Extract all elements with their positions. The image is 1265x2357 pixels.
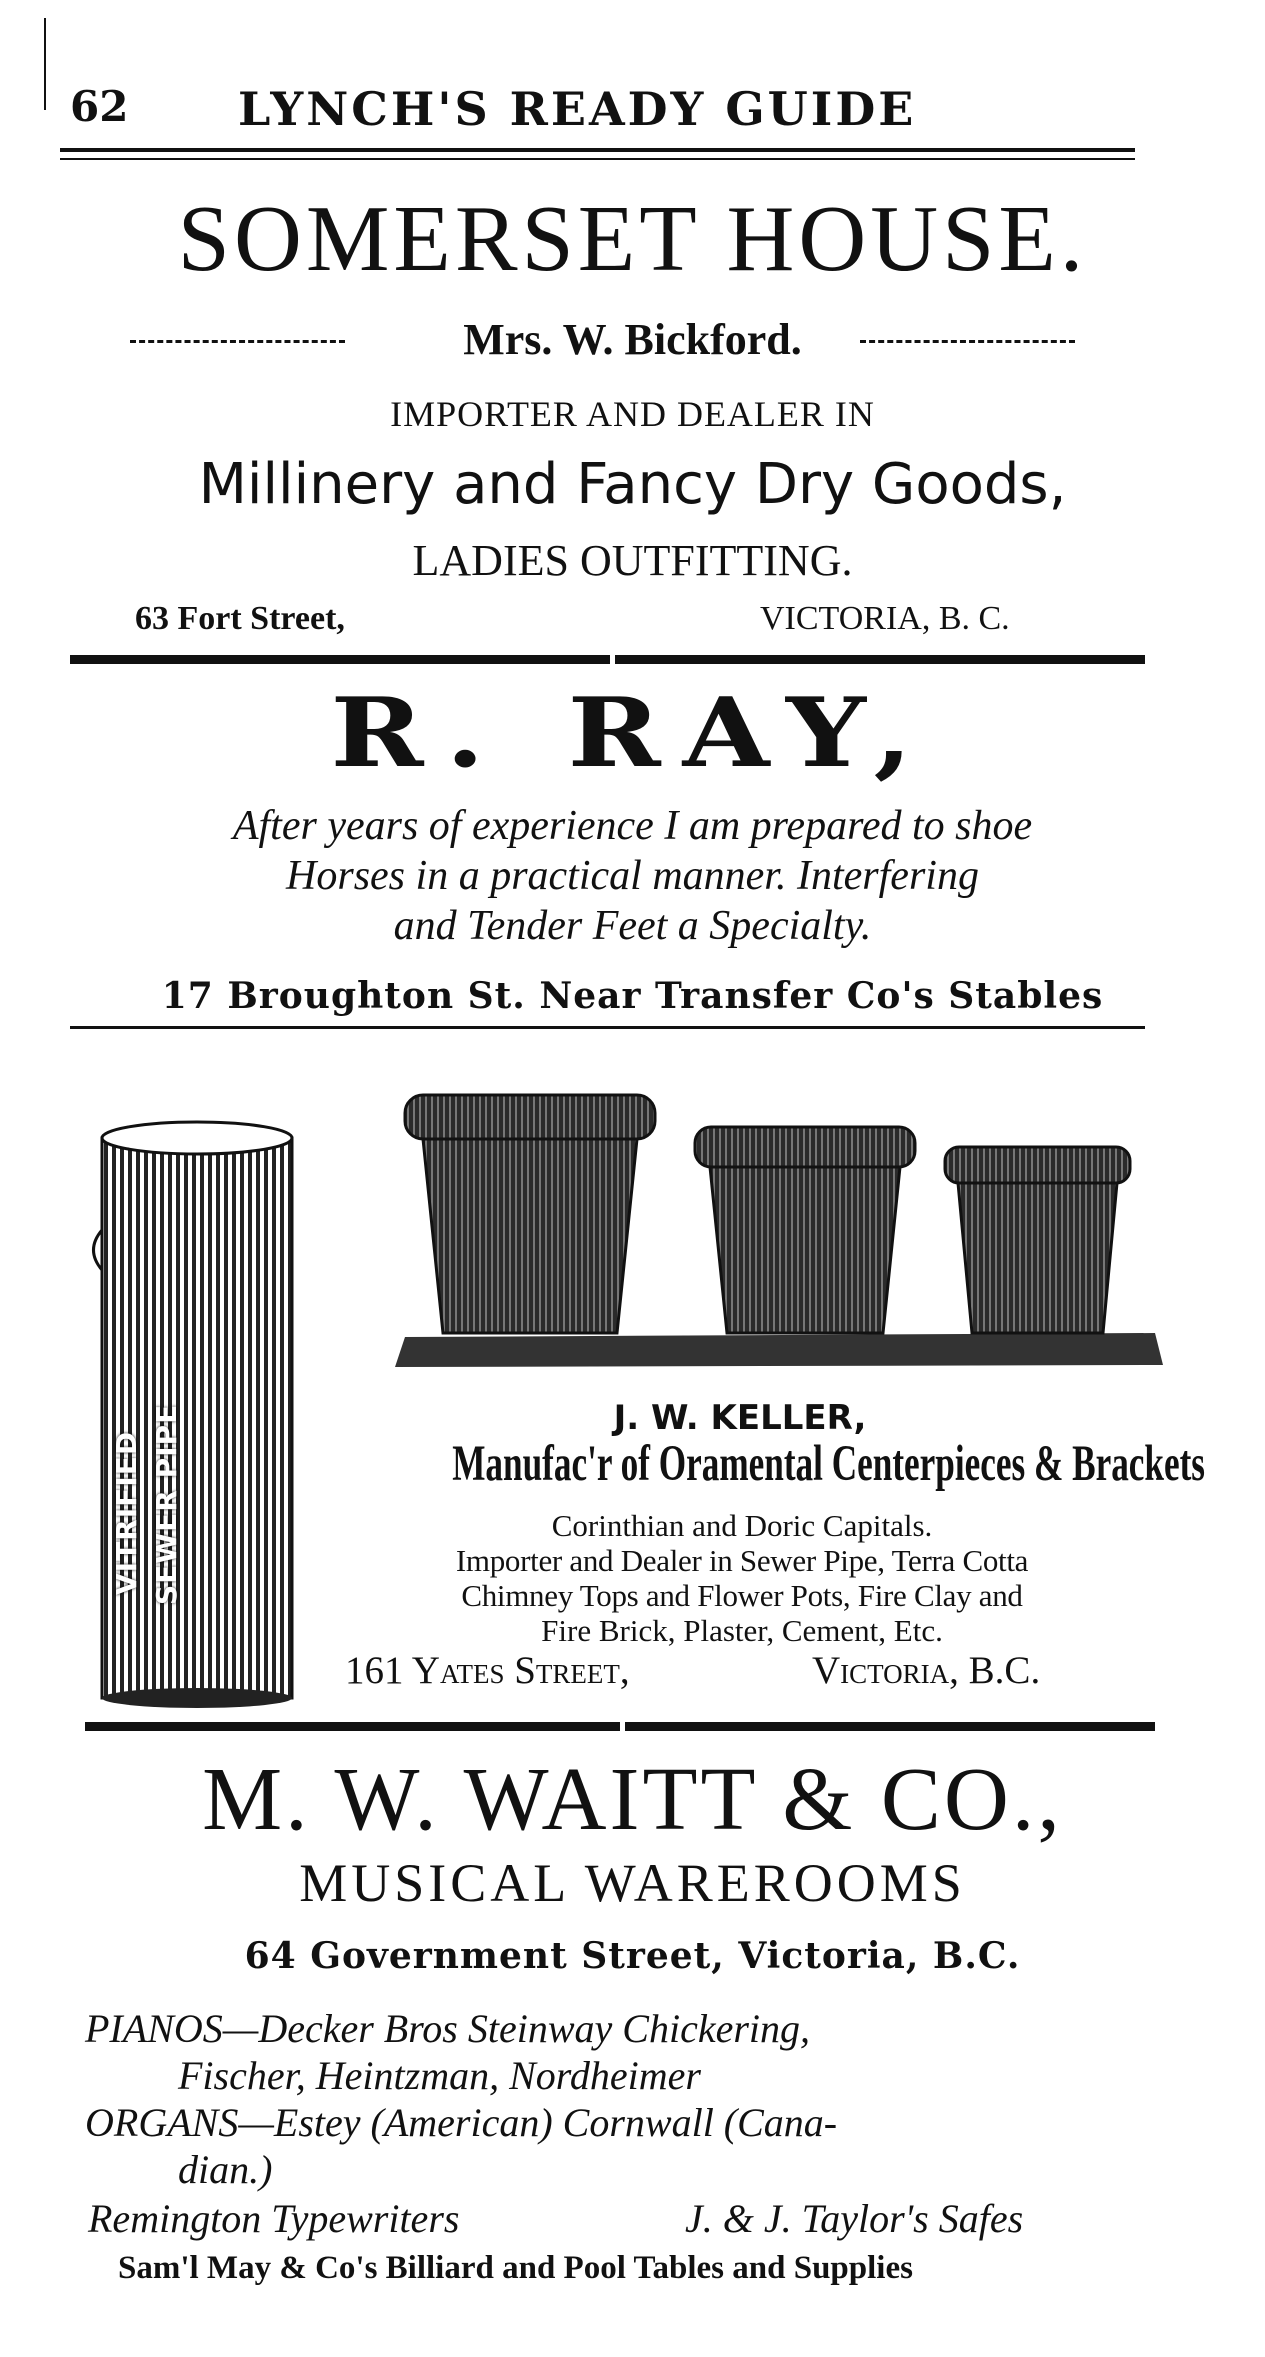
keller-line1: Corinthian and Doric Capitals. xyxy=(551,1508,933,1543)
somerset-line2: Millinery and Fancy Dry Goods, xyxy=(198,452,1067,517)
pipe-label-1: VITRIFIED xyxy=(110,1430,143,1595)
divider-3-left xyxy=(85,1722,620,1731)
sewer-pipe-illustration xyxy=(80,1110,310,1710)
page-number: 62 xyxy=(70,82,129,131)
keller-address-left: 161 Yates Street, xyxy=(345,1649,630,1692)
keller-line2: Importer and Dealer in Sewer Pipe, Terra Cotta xyxy=(455,1543,1029,1578)
somerset-line3: LADIES OUTFITTING. xyxy=(412,536,853,585)
ray-address: 17 Broughton St. Near Transfer Co's Stables xyxy=(161,975,1104,1017)
waitt-organs-2: dian.) xyxy=(178,2147,273,2192)
divider-2 xyxy=(70,1026,1145,1029)
waitt-safes: J. & J. Taylor's Safes xyxy=(685,2196,1024,2241)
header-rule-top xyxy=(60,148,1135,152)
pipe-label-2: SEWER PIPE xyxy=(150,1403,183,1605)
header-rule-bottom xyxy=(60,158,1135,160)
somerset-address-right: VICTORIA, B. C. xyxy=(760,600,1010,637)
waitt-address: 64 Government Street, Victoria, B.C. xyxy=(244,1935,1021,1977)
somerset-title: SOMERSET HOUSE. xyxy=(177,187,1088,291)
somerset-proprietor: Mrs. W. Bickford. xyxy=(463,315,802,364)
waitt-organs-1: ORGANS—Estey (American) Cornwall (Cana- xyxy=(85,2100,838,2145)
ray-title: R. RAY, xyxy=(330,677,935,790)
ray-body-line3: and Tender Feet a Specialty. xyxy=(393,903,872,949)
divider-3-right xyxy=(625,1722,1155,1731)
waitt-billiards: Sam'l May & Co's Billiard and Pool Tables and Supplies xyxy=(118,2250,913,2286)
waitt-typewriters: Remington Typewriters xyxy=(88,2196,460,2241)
keller-name: J. W. KELLER, xyxy=(613,1398,867,1438)
somerset-line1: IMPORTER AND DEALER IN xyxy=(390,394,875,434)
keller-headline: Manufac'r of Oramental Centerpieces & Brackets xyxy=(452,1436,1206,1492)
flower-pots-illustration xyxy=(395,1075,1165,1375)
ray-body-line2: Horses in a practical manner. Interfering xyxy=(286,853,979,899)
waitt-pianos-1: PIANOS—Decker Bros Steinway Chickering, xyxy=(85,2006,811,2051)
ray-body-line1: After years of experience I am prepared to shoe xyxy=(232,803,1033,849)
waitt-subtitle: MUSICAL WAREROOMS xyxy=(299,1853,966,1913)
margin-mark xyxy=(44,18,46,110)
waitt-pianos-2: Fischer, Heintzman, Nordheimer xyxy=(178,2053,701,2098)
somerset-address-left: 63 Fort Street, xyxy=(135,600,345,637)
keller-address-right: Victoria, B.C. xyxy=(812,1649,1041,1692)
divider-1-left xyxy=(70,655,610,664)
running-title: LYNCH'S READY GUIDE xyxy=(238,82,917,136)
keller-line4: Fire Brick, Plaster, Cement, Etc. xyxy=(541,1613,943,1648)
divider-1-right xyxy=(615,655,1145,664)
waitt-title: M. W. WAITT & CO., xyxy=(202,1750,1063,1849)
keller-line3: Chimney Tops and Flower Pots, Fire Clay and xyxy=(461,1578,1023,1613)
